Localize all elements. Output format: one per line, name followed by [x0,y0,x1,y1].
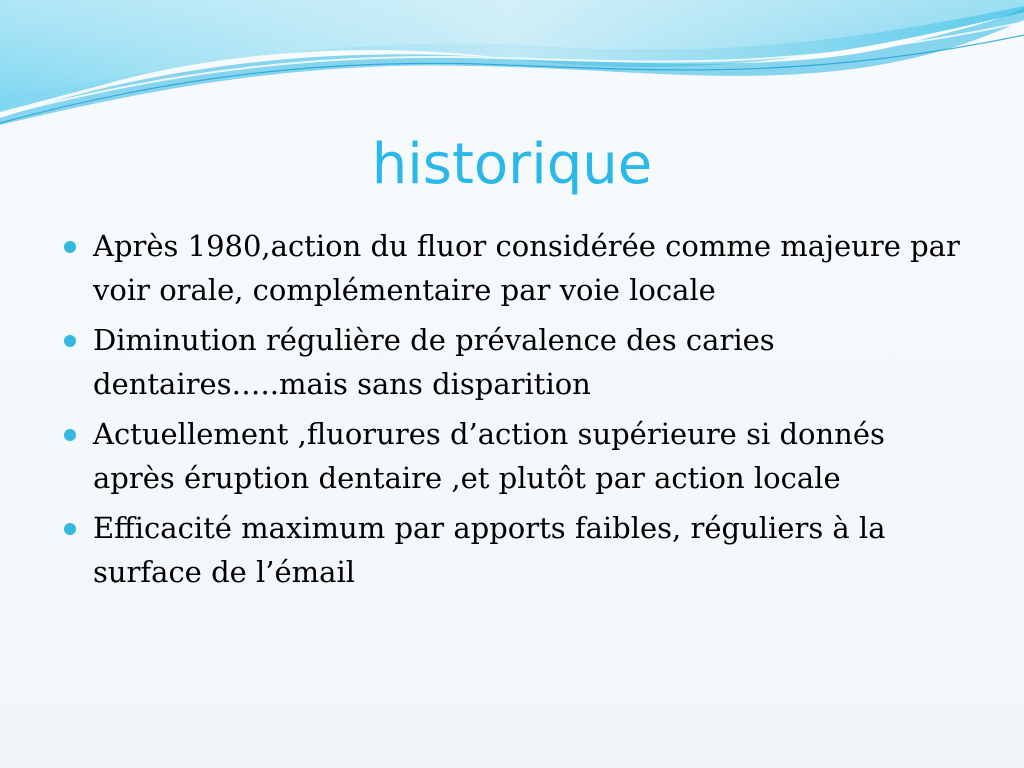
bullet-list [62,224,967,600]
bullet-item [62,318,967,406]
bullet-item [62,224,967,312]
bullet-text: Actuellement ,fluorures d’action supérieure si donnés après éruption dentaire ,et plutôt par action locale [93,417,885,495]
bullet-item [62,506,967,594]
bullet-text: Diminution régulière de prévalence des caries dentaires…..mais sans disparition [93,323,775,401]
bullet-text: Efficacité maximum par apports faibles, réguliers à la surface de l’émail [93,511,886,589]
wave-decoration [0,0,1024,140]
bullet-text: Après 1980,action du fluor considérée comme majeure par voir orale, complémentaire par voie locale [93,229,960,307]
bullet-dot-icon [64,429,76,441]
bullet-dot-icon [64,523,76,535]
bullet-item [62,412,967,500]
slide-title: historique [371,132,653,197]
bullet-dot-icon [64,335,76,347]
bullet-dot-icon [64,241,76,253]
